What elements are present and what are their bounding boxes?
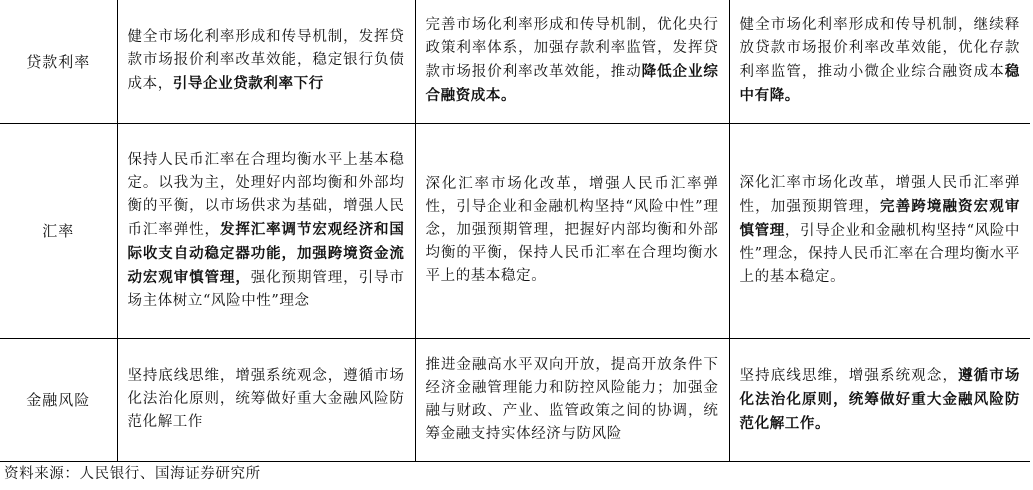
cell-text: 健全市场化利率形成和传导机制，发挥贷款市场报价利率改革效能，稳定银行负债成本， — [127, 29, 405, 93]
table-cell — [729, 0, 1030, 123]
cell-text: 健全市场化利率形成和传导机制，继续释放贷款市场报价利率改革效能，优化存款利率监管，推动小微企业综合融资成本 — [739, 17, 1020, 81]
cell-text: 推进金融高水平双向开放，提高开放条件下经济金融管理能力和防控风险能力；加强金融与财政、产业、监管政策之间的协调，统筹金融支持实体经济与防风险 — [425, 356, 719, 442]
emphasis-text: 遵循市场化法治化原则，统筹做好重大金融风险防范化解工作。 — [739, 366, 1020, 432]
table-cell — [415, 123, 729, 338]
table-cell — [117, 123, 415, 338]
cell-text: 深化汇率市场化改革，增强人民币汇率弹性，引导企业和金融机构坚持“风险中性”理念，加强预期管理，把握好内部均衡和外部均衡的平衡，保持人民币汇率在合理均衡水平上的基本稳定。 — [425, 176, 719, 284]
table-row — [0, 123, 1030, 338]
table-row — [0, 338, 1030, 461]
table-cell — [415, 0, 729, 123]
source-note: 资料来源：人民银行、国海证券研究所 — [4, 466, 261, 482]
emphasis-text: 完善跨境融资宏观审慎管理 — [739, 198, 1020, 239]
emphasis-text: 稳中有降。 — [739, 63, 1020, 105]
cell-text: ，引导企业和金融机构坚持“风险中性”理念，保持人民币汇率在合理均衡水平上的基本稳定。 — [739, 223, 1020, 285]
table-cell — [117, 338, 415, 461]
emphasis-text: 引导企业贷款利率下行 — [172, 75, 324, 93]
cell-text: 坚持底线思维，增强系统观念，遵循市场化法治化原则，统筹做好重大金融风险防范化解工作 — [127, 368, 405, 430]
row-category: 汇率 — [0, 123, 117, 338]
emphasis-text: 降低企业综合融资成本。 — [425, 63, 719, 105]
table-cell — [729, 123, 1030, 338]
cell-text: 强化预期管理，引导市场主体树立“风险中性”理念 — [127, 269, 405, 309]
cell-text: 深化汇率市场化改革，增强人民币汇率弹性，加强预期管理， — [739, 175, 1020, 215]
emphasis-text: 发挥汇率调节宏观经济和国际收支自动稳定器功能，加强跨境资金流动宏观审慎管理， — [127, 220, 405, 286]
cell-text: 完善市场化利率形成和传导机制，优化央行政策利率体系，加强存款利率监管，发挥贷款市场报价利率改革效能，推动 — [425, 17, 719, 81]
cell-text: 保持人民币汇率在合理均衡水平上基本稳定。以我为主，处理好内部均衡和外部均衡的平衡，以市场供求为基础，增强人民币汇率弹性， — [127, 151, 405, 238]
table-row — [0, 0, 1030, 123]
cell-text: 坚持底线思维，增强系统观念， — [739, 367, 959, 384]
row-category: 金融风险 — [0, 338, 117, 461]
table-cell — [729, 338, 1030, 461]
table-cell — [415, 338, 729, 461]
table-cell — [117, 0, 415, 123]
row-category: 贷款利率 — [0, 0, 117, 123]
